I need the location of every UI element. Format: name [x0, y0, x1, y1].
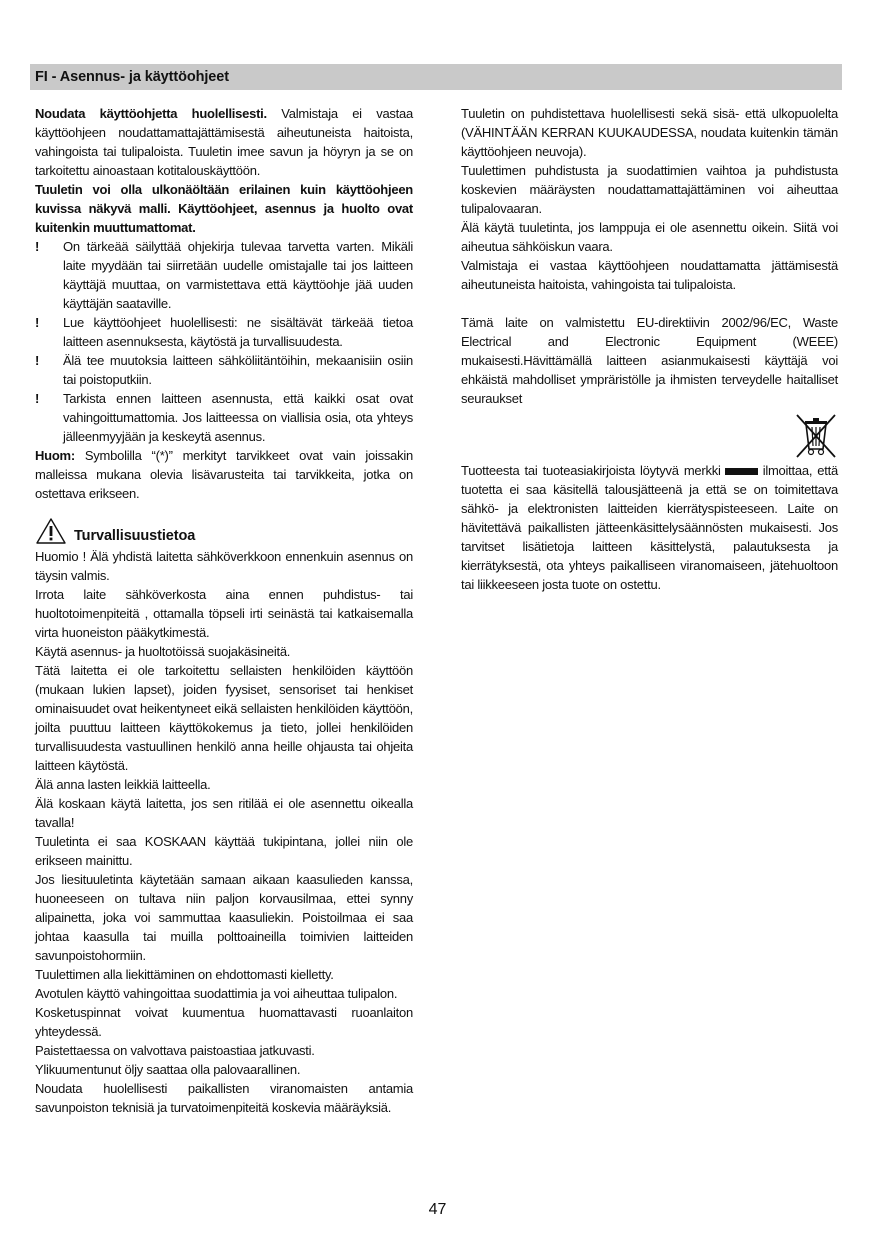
cleaning-paragraph: Valmistaja ei vastaa käyttöohjeen noudattamatta jättämisestä aiheutuneista haitoista, vahingoista tai tulipaloista. [461, 258, 838, 292]
weee-paragraph: Tämä laite on valmistettu EU-direktiivin 2002/96/EC, Waste Electrical and Electronic Equipment (WEEE) mukaisesti.Hävittämällä laitteen asianmukaisesti käyttäjä voi ehkäistä mahdolliset ympräristölle ja ihmisten terveydelle haitalliset seuraukset [461, 315, 838, 406]
spacer [461, 294, 838, 313]
safety-heading [35, 517, 413, 547]
intro-text: Valmistaja ei vastaa käyttöohjeen noudattamattajättämisestä aiheutuneista haitoista, vahingoista tai tulipaloista. Tuuletin imee savun ja höyryn ja se on tarkoitettu ainoastaan kotitalouskäyttöön. [35, 106, 413, 178]
note-label: Huom: [35, 448, 75, 463]
safety-paragraph: Ylikuumentunut öljy saattaa olla palovaarallinen. [35, 1062, 301, 1077]
warning-triangle-icon [35, 517, 67, 545]
safety-paragraph: Älä anna lasten leikkiä laitteella. [35, 777, 211, 792]
note-text: Symbolilla “(*)” merkityt tarvikkeet ovat vain joissakin malleissa mukana olevia lisävarusteita tai tarvikkeita, jotka on ostettava erikseen. [35, 448, 413, 501]
right-column [461, 104, 838, 594]
bullet-text: Tarkista ennen laitteen asennusta, että kaikki osat ovat vahingoittumattomia. Jos laitteessa on viallisia osia, ota yhteys jälleenmyyjään ja keskeytä asennus. [63, 391, 413, 444]
bullet-item [35, 389, 413, 446]
safety-paragraph: Irrota laite sähköverkosta aina ennen puhdistus- tai huoltotoimenpiteitä , ottamalla töpseli irti seinästä tai katkaisemalla virta huoneiston pääkytkimestä. [35, 587, 413, 640]
safety-paragraph: Käytä asennus- ja huoltotöissä suojakäsineitä. [35, 644, 291, 659]
recycle-text: ilmoittaa, että tuotetta ei saa käsitellä talousjätteenä ja että se on toimitettava sähkö- ja elektronisten laitteiden kierrätyspisteeseen. Laite on hävitettävä paikallisten jätteenkäsittelysäännösten mukaisesti. Jos tarvitset lisätietoja laitteen käsittelystä, palautuksesta ja kierrätyksestä, ota yhteys paikalliseen viranomaiseen, jätehuoltoon tai liikkeeseen josta tuote on ostettu. [461, 463, 838, 592]
bullet-text: Lue käyttöohjeet huolellisesti: ne sisältävät tärkeää tietoa laitteen asennuksesta, käytöstä ja turvallisuudesta. [63, 315, 413, 349]
weee-symbol-row [461, 413, 838, 461]
section-header [30, 64, 842, 90]
crossed-bin-icon [794, 413, 838, 459]
exclamation-mark: ! [35, 239, 40, 254]
safety-paragraph: Tätä laitetta ei ole tarkoitettu sellaisten henkilöiden käyttöön (mukaan lukien lapset), joiden fyysiset, sensoriset tai henkiset ominaisuudet ovat heikentyneet eikä sellaisten henkilöiden käyttöön, joilta puuttuu laitteen käyttökokemus ja tieto, jollei henkilöiden turvallisuudesta vastuullinen henkilö anna heille ohjausta tai ohjeita laitteen käytöstä. [35, 663, 413, 773]
exclamation-mark: ! [35, 353, 40, 368]
bullet-text: Älä tee muutoksia laitteen sähköliitäntöihin, mekaanisiin osiin tai poistoputkiin. [63, 353, 413, 387]
cleaning-paragraph: Tuulettimen puhdistusta ja suodattimien vaihtoa ja puhdistusta koskevien määräysten noudattamattajättäminen voi aiheuttaa tulipalovaaran. [461, 163, 838, 216]
recycle-paragraph [461, 461, 838, 594]
safety-paragraph: Avotulen käyttö vahingoittaa suodattimia ja voi aiheuttaa tulipalon. [35, 986, 398, 1001]
bullet-text: On tärkeää säilyttää ohjekirja tulevaa tarvetta varten. Mikäli laite myydään tai siirretään uudelle omistajalle tai jos laitteen käyttäjä muuttaa, on varmistettava että käyttöohje jää uuden käyttäjän saataville. [63, 239, 413, 311]
exclamation-mark: ! [35, 315, 40, 330]
section-title: FI - Asennus- ja käyttöohjeet [35, 69, 229, 85]
recycle-lead: Tuotteesta tai tuoteasiakirjoista löytyvä merkki [461, 463, 721, 478]
bullet-item [35, 351, 413, 389]
cleaning-paragraph: Tuuletin on puhdistettava huolellisesti sekä sisä- että ulkopuolelta (VÄHINTÄÄN KERRAN KUUKAUDESSA, noudata kuitenkin tämän käyttöohjeen neuvoja). [461, 106, 838, 159]
safety-paragraph: Kosketuspinnat voivat kuumentua huomattavasti ruoanlaiton yhteydessä. [35, 1005, 413, 1039]
cleaning-paragraph: Älä käytä tuuletinta, jos lamppuja ei ole asennettu oikein. Siitä voi aiheutua sähköiskun vaara. [461, 220, 838, 254]
left-column [35, 104, 413, 1117]
safety-paragraph: Älä koskaan käytä laitetta, jos sen ritilää ei ole asennettu oikealla tavalla! [35, 796, 413, 830]
intro-bold: Noudata käyttöohjetta huolellisesti. [35, 106, 267, 121]
safety-paragraph: Noudata huolellisesti paikallisten viranomaisten antamia savunpoiston teknisiä ja turvatoimenpiteitä koskevia määräyksiä. [35, 1081, 413, 1115]
safety-paragraph: Jos liesituuletinta käytetään samaan aikaan kaasulieden kanssa, huoneeseen on tultava niin paljon korvausilmaa, ettei synny alipainetta, joka voi sammuttaa kaasuliekin. Poistoilmaa ei saa johtaa kaasulla tai muilla polttoaineilla toimivien laitteiden savunpoistohormiin. [35, 872, 413, 963]
black-bar-symbol-icon [725, 468, 758, 475]
safety-paragraph: Huomio ! Älä yhdistä laitetta sähköverkkoon ennenkuin asennus on täysin valmis. [35, 549, 413, 583]
intro-paragraph [35, 104, 413, 180]
bullet-item [35, 313, 413, 351]
safety-paragraph: Paistettaessa on valvottava paistoastiaa jatkuvasti. [35, 1043, 315, 1058]
safety-paragraph: Tuulettimen alla liekittäminen on ehdottomasti kielletty. [35, 967, 334, 982]
safety-paragraph: Tuuletinta ei saa KOSKAAN käyttää tukipintana, jollei niin ole erikseen mainittu. [35, 834, 413, 868]
page-number: 47 [428, 1201, 447, 1218]
safety-title: Turvallisuustietoa [74, 528, 196, 544]
note-paragraph [35, 446, 413, 503]
bullet-item [35, 237, 413, 313]
exclamation-mark: ! [35, 391, 40, 406]
model-note-paragraph: Tuuletin voi olla ulkonäöltään erilainen kuin käyttöohjeen kuvissa näkyvä malli. Käyttöohjeet, asennus ja huolto ovat kuitenkin muuttumattomat. [35, 182, 413, 235]
